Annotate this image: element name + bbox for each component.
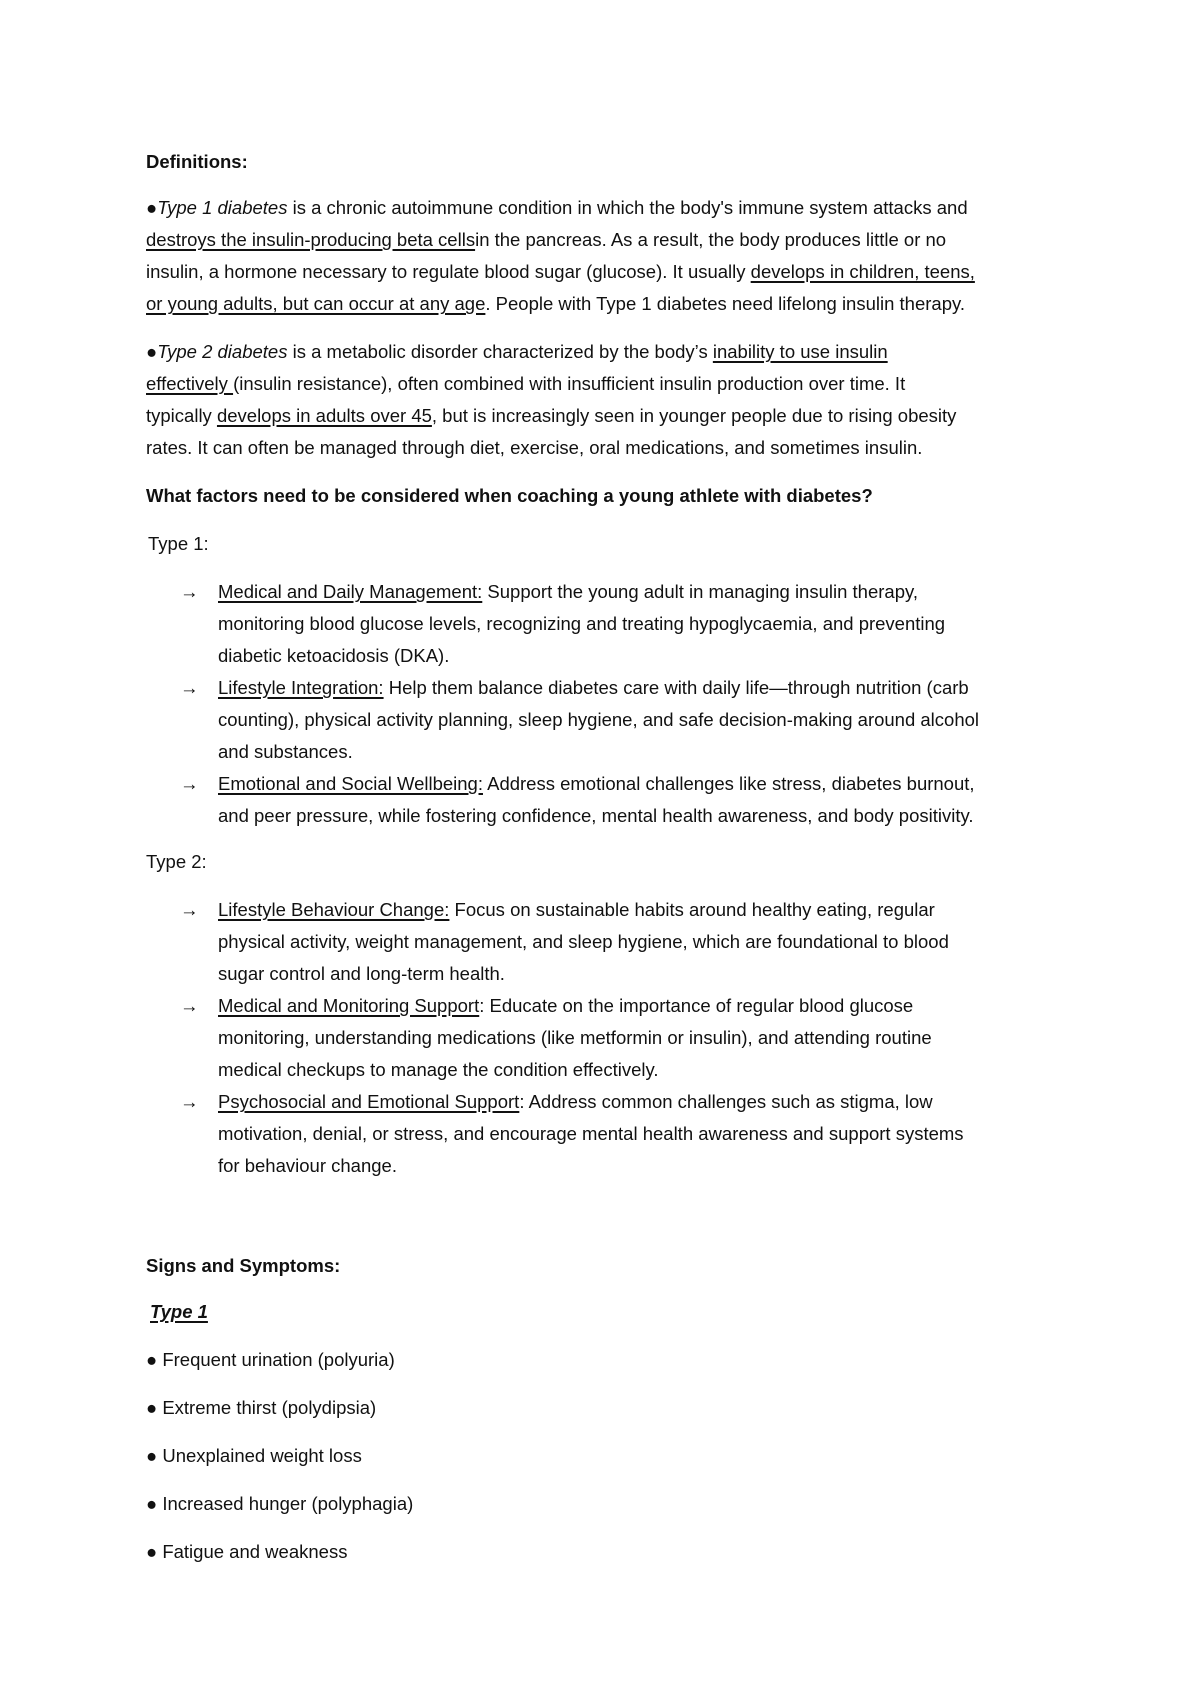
type1-definition-line-3 xyxy=(146,256,975,288)
arrow-right-icon: → xyxy=(180,581,199,602)
type2-definition-line-1 xyxy=(146,336,888,368)
symptom-text: Increased hunger (polyphagia) xyxy=(162,1493,414,1514)
item-text: Help them balance diabetes care with daily life—through nutrition (carb xyxy=(383,677,969,698)
type1-text: . People with Type 1 diabetes need lifelong insulin therapy. xyxy=(485,293,965,314)
item-title: Emotional and Social Wellbeing: xyxy=(218,773,483,794)
bullet-icon: ● xyxy=(146,341,158,362)
arrow-right-icon: → xyxy=(180,899,199,920)
symptom-text: Frequent urination (polyuria) xyxy=(162,1349,395,1370)
type1-text: is a chronic autoimmune condition in which the body's immune system attacks and xyxy=(287,197,968,218)
arrow-right-icon: → xyxy=(180,995,199,1016)
coaching-question-heading: What factors need to be considered when coaching a young athlete with diabetes? xyxy=(146,485,873,506)
item-text: physical activity, weight management, and sleep hygiene, which are foundational to blood xyxy=(218,931,949,952)
symptom-text: Unexplained weight loss xyxy=(162,1445,362,1466)
item-text: and substances. xyxy=(218,741,353,762)
symptom-item xyxy=(146,1488,413,1520)
bullet-icon: ● xyxy=(146,1493,158,1514)
symptom-item xyxy=(146,1344,395,1376)
bullet-icon: ● xyxy=(146,197,158,218)
item-text: : Educate on the importance of regular blood glucose xyxy=(479,995,914,1016)
symptom-text: Extreme thirst (polydipsia) xyxy=(162,1397,377,1418)
arrow-right-icon: → xyxy=(180,677,199,698)
bullet-icon: ● xyxy=(146,1397,158,1418)
arrow-right-icon: → xyxy=(180,1091,199,1112)
type2-term: Type 2 diabetes xyxy=(157,341,288,362)
symptoms-type1-label: Type 1 xyxy=(150,1301,208,1322)
symptoms-heading: Signs and Symptoms: xyxy=(146,1255,341,1276)
item-text: counting), physical activity planning, sleep hygiene, and safe decision-making around alcohol xyxy=(218,709,980,730)
type1-definition-line-4 xyxy=(146,288,965,320)
type1-underlined-text: destroys the insulin-producing beta cells xyxy=(146,229,476,250)
item-text: diabetic ketoacidosis (DKA). xyxy=(218,645,450,666)
item-text: and peer pressure, while fostering confidence, mental health awareness, and body positivity. xyxy=(218,805,974,826)
type2-underlined-text: inability to use insulin xyxy=(712,341,888,362)
item-text: sugar control and long-term health. xyxy=(218,963,505,984)
item-text: Focus on sustainable habits around healthy eating, regular xyxy=(449,899,935,920)
bullet-icon: ● xyxy=(146,1541,158,1562)
item-text: Address emotional challenges like stress, diabetes burnout, xyxy=(482,773,975,794)
type1-definition-line-2 xyxy=(146,224,946,256)
item-text: Support the young adult in managing insulin therapy, xyxy=(482,581,919,602)
item-text: : Address common challenges such as stigma, low xyxy=(519,1091,933,1112)
coaching-type2-label: Type 2: xyxy=(146,851,207,872)
type2-text: (insulin resistance), often combined with insufficient insulin production over time. It xyxy=(233,373,906,394)
bullet-icon: ● xyxy=(146,1445,158,1466)
item-title: Psychosocial and Emotional Support xyxy=(218,1091,520,1112)
symptom-item xyxy=(146,1536,347,1568)
item-text: monitoring, understanding medications (like metformin or insulin), and attending routine xyxy=(218,1027,932,1048)
item-title: Medical and Monitoring Support xyxy=(218,995,480,1016)
arrow-right-icon: → xyxy=(180,773,199,794)
type2-definition-line-4: rates. It can often be managed through diet, exercise, oral medications, and sometimes insulin. xyxy=(146,437,923,458)
type2-definition-line-2 xyxy=(146,368,905,400)
symptom-text: Fatigue and weakness xyxy=(162,1541,348,1562)
definitions-heading: Definitions: xyxy=(146,151,248,172)
item-title: Lifestyle Integration: xyxy=(218,677,384,698)
type2-text: , but is increasingly seen in younger people due to rising obesity xyxy=(431,405,957,426)
bullet-icon: ● xyxy=(146,1349,158,1370)
item-text: monitoring blood glucose levels, recognizing and treating hypoglycaemia, and preventing xyxy=(218,613,946,634)
type2-underlined-text: develops in adults over 45 xyxy=(216,405,432,426)
coaching-type1-label: Type 1: xyxy=(148,533,209,554)
type1-underlined-text: or young adults, but can occur at any age xyxy=(146,293,486,314)
type1-term: Type 1 diabetes xyxy=(157,197,288,218)
item-text: motivation, denial, or stress, and encourage mental health awareness and support systems xyxy=(218,1123,964,1144)
type1-text: insulin, a hormone necessary to regulate blood sugar (glucose). It usually xyxy=(146,261,751,282)
type2-underlined-text: effectively xyxy=(146,373,234,394)
item-title: Medical and Daily Management: xyxy=(218,581,483,602)
type1-text: in the pancreas. As a result, the body produces little or no xyxy=(475,229,947,250)
symptom-item xyxy=(146,1392,376,1424)
type1-underlined-text: develops in children, teens, xyxy=(750,261,975,282)
item-text: for behaviour change. xyxy=(218,1155,397,1176)
type2-text: is a metabolic disorder characterized by the body’s xyxy=(287,341,713,362)
item-title: Lifestyle Behaviour Change: xyxy=(218,899,450,920)
type2-definition-line-3 xyxy=(146,400,956,432)
type2-text: typically xyxy=(146,405,217,426)
type1-definition-line-1 xyxy=(146,192,968,224)
item-text: medical checkups to manage the condition effectively. xyxy=(218,1059,659,1080)
symptom-item xyxy=(146,1440,362,1472)
